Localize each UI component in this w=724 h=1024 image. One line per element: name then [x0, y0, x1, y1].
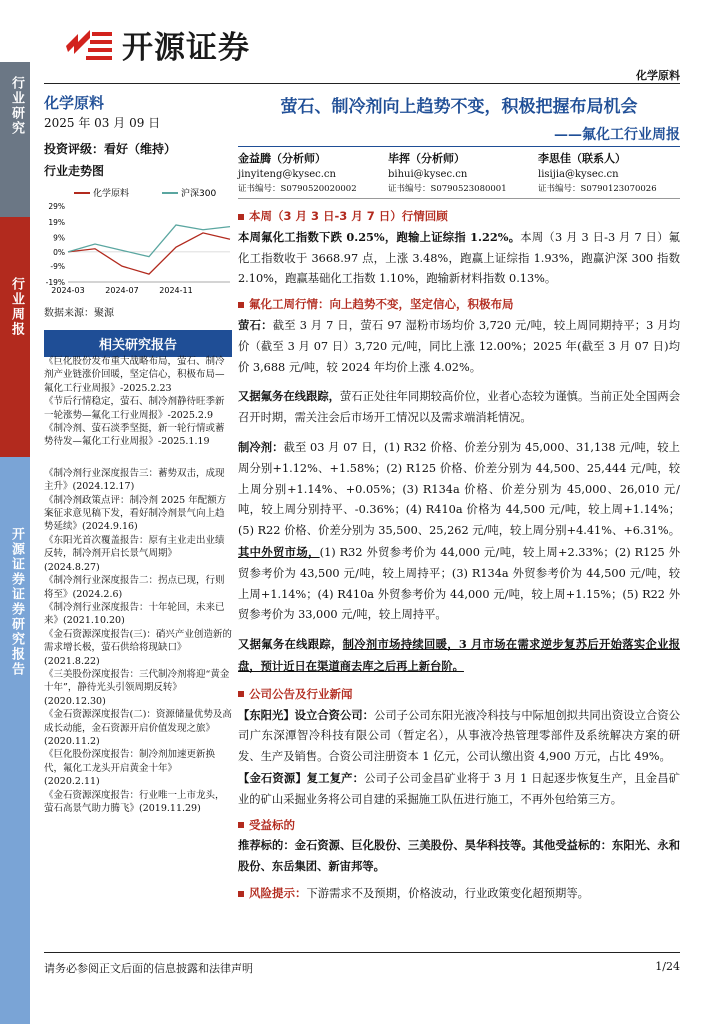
news-jinshi: [238, 768, 680, 811]
side-strip-brand: [0, 457, 30, 1024]
risk-warning-detail: 下游需求不及预期，价格波动，行业政策变化超预期等。: [306, 886, 589, 900]
risk-warning-label: 风险提示：: [249, 885, 307, 900]
header-category: 化学原料: [636, 69, 680, 82]
section-beneficiaries-title: 受益标的: [249, 817, 295, 832]
news-dongyangguang-detail: 公司子公司东阳光液冷科技与中际旭创拟共同出资设立合资公司广东深潭智冷科技有限公司（暂定名），从事液冷热管理零部件及系统解决方案的研发、生产及销售。合资公司注册资本 1 亿元，公司认缴出资 4,900 万元，占比 49%。: [238, 708, 680, 764]
footer-divider: [44, 952, 680, 953]
news-dongyangguang: [238, 705, 680, 768]
fluorite-tracking-label: 又据氟务在线跟踪，: [238, 389, 341, 404]
related-report-item[interactable]: 《制冷剂行业深度报告三：蓄势双击，成现主升》(2024.12.17): [44, 467, 225, 493]
bullet-icon: [238, 691, 244, 697]
analyst-email[interactable]: bihui@kysec.cn: [388, 169, 468, 180]
bullet-icon: [238, 891, 244, 897]
related-reports-list: [44, 355, 232, 815]
analyst-card: [388, 150, 533, 196]
fluorite-text: [238, 315, 680, 378]
refrigerant-tracking-label: 又据氟务在线跟踪，: [238, 637, 343, 652]
related-report-item[interactable]: 《巨化股份深度报告：制冷剂加速更新换代，氟化工龙头开启黄金十年》(2020.2.11): [44, 749, 216, 788]
section-weekly-market-title: 氟化工周行情：向上趋势不变，坚定信心，积极布局: [249, 297, 514, 312]
trend-title: 行业走势图: [44, 164, 105, 178]
export-market-detail: (1) R32 外贸参考价为 44,000 元/吨，较上周+2.33%；(2) R125 外贸参考价为 43,500 元/吨，较上周持平；(3) R134a 外贸参考价为 44,500 元/吨，较上周+1.14%；(4) R410a 外贸参考价为 44,000 元/吨，较上周+1.15%；(5) R22 外贸参考价为 33,000 元/吨，较上周持平。: [238, 545, 680, 622]
legend-label: 沪深300: [181, 189, 217, 199]
x-tick-label: 2024-03: [51, 286, 85, 295]
section-company-news: [238, 684, 680, 705]
header-divider: [44, 83, 680, 84]
refrigerant-tracking-text: [238, 634, 680, 678]
refrigerant-label: 制冷剂：: [238, 439, 284, 454]
related-reports-header: [44, 330, 232, 357]
series-line: [68, 233, 230, 274]
refrigerant-text: [238, 437, 680, 626]
report-body: [238, 206, 680, 905]
analyst-cert: 证书编号：S0790123070026: [538, 184, 657, 194]
related-report-item[interactable]: 《制冷剂、萤石淡季坚挺，新一轮行情或蓄势待发—氟化工行业周报》-2025.1.19: [44, 423, 225, 448]
side-label-brand: 开源证券证券研究报告: [9, 527, 24, 677]
analyst-cert: 证书编号：S0790520020002: [238, 184, 357, 194]
fluorite-detail: 截至 3 月 7 日，萤石 97 湿粉市场均价 3,720 元/吨，较上周同期持平；3 月均价（截至 3 月 07 日）3,720 元/吨，同比上涨 12.00%；2025 年(截至 3 月 07 日)均价 3,688 元/吨，较 2024 年均价上涨 4.02%。: [238, 318, 680, 374]
refrigerant-detail: 截至 03 月 07 日，(1) R32 价格、价差分别为 45,000、31,138 元/吨，较上周分别+1.12%、+1.58%；(2) R125 价格、价差分别为 44,500、25,444 元/吨，较上周分别+1.14%、+0.05%；(3) R134a 价格、价差分别为 45,000、26,010 元/吨，较上周分别持平、-0.36%；(4) R410a 价格为 44,500 元/吨，较上周+1.14%；(5) R22 价格、价差分别为 35,500、25,262 元/吨，较上周分别+4.41%、+6.31%。: [238, 440, 680, 538]
market-review-text: [238, 227, 680, 290]
x-tick-label: 2024-07: [105, 286, 139, 295]
related-report-item[interactable]: 《金石资源深度报告(三)：硝兴产业创造新的需求增长极，萤石供给将现缺口》(2021.8.22): [44, 628, 232, 667]
x-tick-label: 2024-11: [159, 286, 193, 295]
logo-text: 开源证券: [122, 30, 250, 66]
report-subtitle: ——氟化工行业周报: [554, 127, 680, 143]
related-report-item[interactable]: 《制冷剂政策点评：制冷剂 2025 年配额方案征求意见稿下发，看好制冷剂景气向上趋势延续》(2024.9.16): [44, 494, 227, 533]
fluorite-tracking-text: [238, 386, 680, 429]
page-number: 1/24: [655, 960, 680, 973]
bullet-icon: [238, 214, 244, 220]
legend-label: 化学原料: [93, 189, 130, 199]
analyst-name: 李思佳（联系人）: [538, 152, 626, 165]
related-report-item[interactable]: 《制冷剂行业深度报告：十年轮回，未来已来》(2021.10.20): [44, 601, 225, 627]
related-report-item[interactable]: 《巨化股份发布重大战略布局，萤石、制冷剂产业链涨价回暖，坚定信心，积极布局—氟化工行业周报》-2025.2.23: [44, 356, 225, 394]
side-strip-weekly: [0, 217, 30, 457]
y-tick-label: -19%: [45, 278, 65, 287]
related-report-item[interactable]: 《节后行情稳定，萤石、制冷剂静待旺季新一轮涨势—氟化工行业周报》-2025.2.9: [44, 396, 225, 421]
chart-source: 数据来源：聚源: [44, 308, 114, 319]
side-label-weekly: 行业周报: [9, 277, 24, 337]
related-report-item[interactable]: 《制冷剂行业深度报告二：拐点已现，行则将至》(2024.2.6): [44, 575, 225, 600]
related-report-item[interactable]: 《东阳光首次覆盖报告：原有主业走出业绩反转，制冷剂开启长景气周期》(2024.8.27): [44, 534, 225, 573]
analyst-name: 毕挥（分析师）: [388, 152, 465, 165]
section-beneficiaries: [238, 815, 680, 836]
market-review-highlight: 本周氟化工指数下跌 0.25%，跑输上证综指 1.22%。: [238, 229, 521, 244]
y-tick-label: -9%: [50, 262, 65, 272]
analyst-name: 金益腾（分析师）: [238, 152, 326, 165]
export-market-label: 其中外贸市场，: [238, 544, 320, 559]
logo-icon: [64, 24, 116, 64]
analyst-email[interactable]: jinyiteng@kysec.cn: [238, 169, 336, 180]
bullet-icon: [238, 302, 244, 308]
related-report-item[interactable]: 《金石资源深度报告：行业唯一上市龙头，萤石高景气助力腾飞》(2019.11.29): [44, 789, 225, 814]
beneficiaries-text: 推荐标的：金石资源、巨化股份、三美股份、昊华科技等。其他受益标的：东阳光、永和股份、东岳集团、新宙邦等。: [238, 838, 680, 874]
y-tick-label: 19%: [48, 217, 65, 227]
bullet-icon: [238, 822, 244, 828]
section-company-news-title: 公司公告及行业新闻: [249, 686, 353, 701]
news-dongyangguang-label: 【东阳光】设立合资公司：: [238, 707, 375, 722]
fluorite-label: 萤石：: [238, 317, 273, 332]
rating: 投资评级：看好（维持）: [44, 142, 177, 156]
related-reports-title: 相关研究报告: [44, 330, 232, 357]
analyst-cert: 证书编号：S0790523080001: [388, 184, 507, 194]
left-category: 化学原料: [44, 94, 105, 112]
section-market-review-title: 本周（3 月 3 日-3 月 7 日）行情回顾: [249, 209, 448, 223]
related-report-item[interactable]: 《金石资源深度报告(二)：资源储量优势及高成长动能，金石资源开启价值发现之旅》(2020.11.2): [44, 709, 232, 747]
analyst-email[interactable]: lisijia@kysec.cn: [538, 169, 619, 180]
side-strip-research: [0, 62, 30, 217]
section-weekly-market: [238, 294, 680, 315]
trend-chart: [44, 184, 234, 302]
risk-warning: [238, 883, 680, 905]
report-title: 萤石、制冷剂向上趋势不变，积极把握布局机会: [280, 97, 638, 117]
analyst-divider: [238, 198, 680, 199]
analyst-card: [238, 150, 383, 196]
y-tick-label: 0%: [53, 247, 65, 257]
news-jinshi-label: 【金石资源】复工复产：: [238, 770, 365, 785]
market-review-detail: 本周（3 月 3 日-3 月 7 日）氟化工指数收于 3668.97 点，上涨 3.48%，跑赢上证综指 1.93%，跑赢沪深 300 指数 2.10%，跑赢基础化工指数 1.10%，跑输新材料指数 0.13%。: [238, 230, 680, 286]
y-tick-label: 9%: [53, 233, 65, 243]
analyst-card: [538, 150, 683, 196]
refrigerant-tracking-detail: 制冷剂市场持续回暖，3 月市场在需求逆步复苏后开始落实企业报盘，预计近日在渠道商去库之后再上新台阶。: [238, 637, 680, 673]
title-divider: [238, 146, 680, 147]
fluorite-tracking-detail: 萤石正处往年同期较高价位，业者心态较为谨慎。当前正处全国两会召开时期，需关注会后市场开工情况以及需求端消耗情况。: [238, 390, 680, 425]
footer-disclaimer: 请务必参阅正文后面的信息披露和法律声明: [44, 962, 253, 975]
side-label-research: 行业研究: [9, 76, 24, 136]
y-tick-label: 29%: [48, 202, 65, 211]
related-report-item[interactable]: 《三美股份深度报告：三代制冷剂将迎“黄金十年”，静待光头引领周期反转》(2020.12.30): [44, 668, 230, 707]
report-date: 2025 年 03 月 09 日: [44, 116, 161, 130]
news-jinshi-detail: 公司子公司金昌矿业将于 3 月 1 日起逐步恢复生产，且金昌矿业的矿山采掘业务将公司自建的采掘施工队伍进行施工，不再外包给第三方。: [238, 771, 680, 806]
section-market-review: [238, 206, 680, 227]
